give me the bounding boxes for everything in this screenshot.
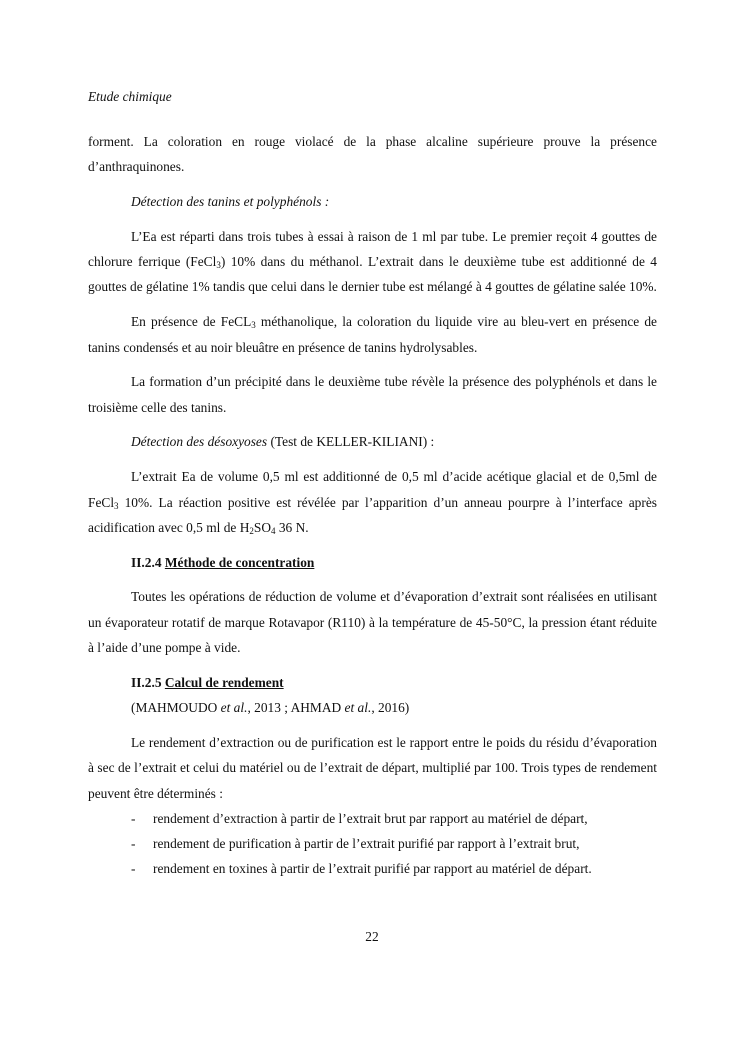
paragraph-rendement: Le rendement d’extraction ou de purification est le rapport entre le poids du résidu d’évaporation à sec de l’extrait et celui du matériel ou de l’extrait de départ, multiplié par 100. Trois types de rendement peuvent être déterminés : — [88, 734, 657, 801]
list-item: - rendement d’extraction à partir de l’extrait brut par rapport au matériel de départ, — [131, 810, 588, 826]
page-body — [88, 129, 657, 882]
paragraph-tanins-precipite: La formation d’un précipité dans le deuxième tube révèle la présence des polyphénols et dans le troisième celle des tanins. — [88, 374, 657, 415]
list-item: - rendement en toxines à partir de l’extrait purifié par rapport au matériel de départ. — [131, 861, 592, 877]
section-heading-2-2-5: II.2.5 Calcul de rendement — [131, 674, 284, 690]
paragraph-concentration: Toutes les opérations de réduction de volume et d’évaporation d’extrait sont réalisées en utilisant un évaporateur rotatif de marque Rotavapor (R110) à la température de 45-50°C, la pression étant réduite à l’aide d’une pompe à vide. — [88, 589, 657, 656]
paragraph-desoxyoses: L’extrait Ea de volume 0,5 ml est additionné de 0,5 ml d’acide acétique glacial et de 0,5ml de FeCl$_3$ 10%. La réaction positive est révélée par l’apparition d’un anneau pourpre à l’interface après acidification avec 0,5 ml de $H_2SO_4$ 36 N. — [88, 469, 657, 536]
section-heading-2-2-4: II.2.4 Méthode de concentration — [131, 554, 315, 570]
citation-line: (MAHMOUDO et al., 2013 ; AHMAD et al., 2016) — [131, 700, 410, 716]
subsection-title-desoxyoses: Détection des désoxyoses (Test de KELLER-KILIANI) : — [131, 434, 435, 450]
list-item: - rendement de purification à partir de l’extrait purifié par rapport à l’extrait brut, — [131, 836, 580, 852]
paragraph-anthraquinones: forment. La coloration en rouge violacé de la phase alcaline supérieure prouve la présence d’anthraquinones. — [88, 134, 657, 175]
rendement-list — [88, 806, 657, 882]
running-header: Etude chimique — [88, 89, 172, 104]
subsection-title-tanins: Détection des tanins et polyphénols : — [131, 194, 330, 210]
paragraph-tanins-fecl3: En présence de FeCL$_3$ méthanolique, la coloration du liquide vire au bleu-vert en présence de tanins condensés et au noir bleuâtre en présence de tanins hydrolysables. — [88, 314, 657, 355]
paragraph-tanins-protocol: L’Ea est réparti dans trois tubes à essai à raison de 1 ml par tube. Le premier reçoit 4 gouttes de chlorure ferrique (FeCl$_3$) 10% dans du méthanol. L’extrait dans le deuxième tube est additionné de 4 gouttes de gélatine 1% tandis que celui dans le dernier tube est mélangé à 4 gouttes de gélatine salée 10%. — [88, 228, 658, 295]
page-number: 22 — [365, 929, 379, 944]
